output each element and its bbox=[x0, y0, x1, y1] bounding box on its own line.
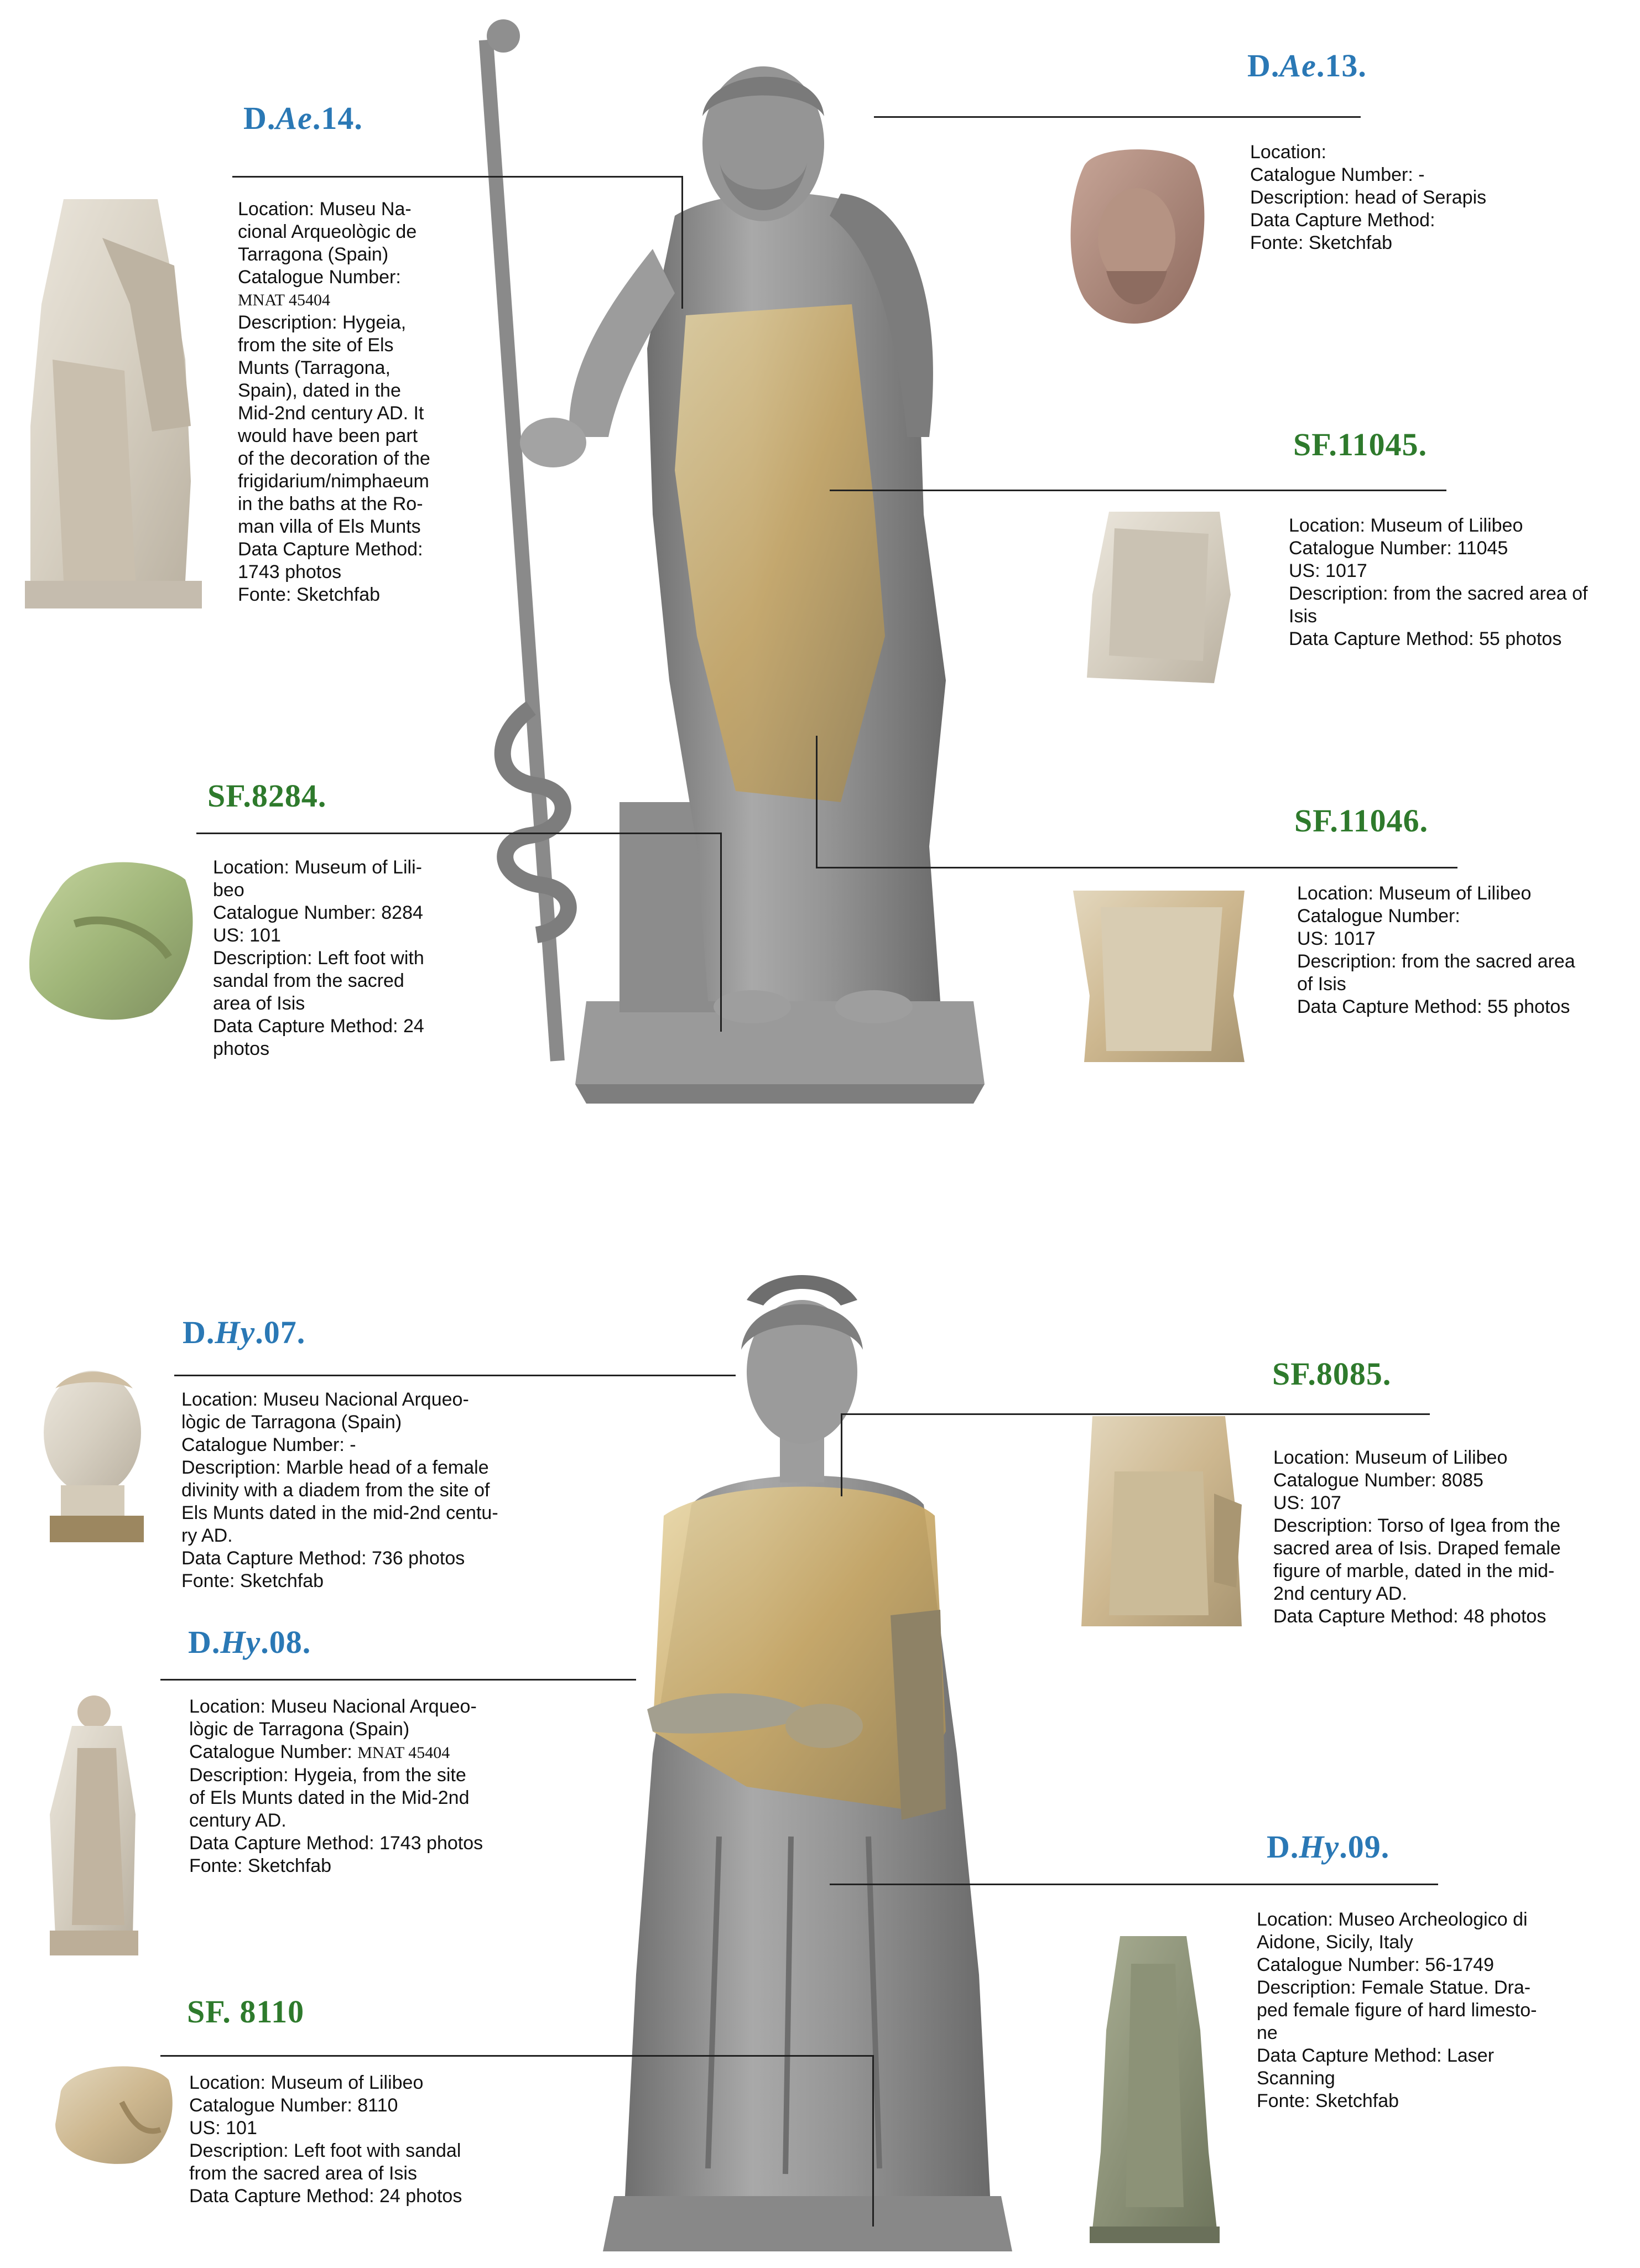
entry-info-d-hy-09 bbox=[1257, 1908, 1611, 2113]
entry-description: Description: Torso of Igea from the sacred area of Isis. Draped female figure of marble, dated in the mid- 2nd century AD. bbox=[1273, 1515, 1561, 1604]
entry-capture-method: Data Capture Method: 24 photos bbox=[189, 2186, 462, 2207]
entry-capture-method: Data Capture Method: 24 photos bbox=[213, 1016, 424, 1059]
entry-capture-method: Data Capture Method: Laser Scanning bbox=[1257, 2045, 1495, 2089]
artifact-thumbnail-d-hy-07 bbox=[39, 1366, 147, 1543]
entry-info-sf-11045 bbox=[1289, 514, 1632, 651]
entry-catalogue-number: Catalogue Number: - bbox=[181, 1434, 356, 1455]
entry-description: Description: from the sacred area of Isis bbox=[1297, 951, 1575, 995]
entry-catalogue-number: Catalogue Number: 8284 bbox=[213, 902, 423, 923]
entry-title-sf-8085: SF.8085. bbox=[1272, 1356, 1392, 1392]
leader-line bbox=[874, 116, 1361, 118]
entry-title-d-hy-08: D.Hy.08. bbox=[188, 1624, 311, 1660]
artifact-thumbnail-sf-8085 bbox=[1070, 1405, 1247, 1637]
entry-location: Location: Museum of Lilibeo bbox=[1297, 883, 1532, 904]
entry-location: Location: Museu Na- cional Arqueològic de Tarragona (Spain) bbox=[238, 199, 417, 265]
entry-source: Fonte: Sketchfab bbox=[1250, 232, 1393, 253]
entry-title-sf-11045: SF.11045. bbox=[1293, 426, 1428, 462]
entry-location: Location: Museo Archeologico di Aidone, Sicily, Italy bbox=[1257, 1909, 1528, 1953]
entry-title-d-ae-14: D.Ae.14. bbox=[243, 100, 363, 136]
artifact-thumbnail-sf-8110 bbox=[50, 2058, 177, 2168]
artifact-thumbnail-sf-8284 bbox=[25, 846, 202, 1026]
artifact-thumbnail-sf-11045 bbox=[1081, 506, 1236, 686]
entry-info-sf-8110 bbox=[189, 2072, 532, 2208]
entry-capture-method: Data Capture Method: 736 photos bbox=[181, 1548, 465, 1569]
entry-info-sf-8085 bbox=[1273, 1447, 1622, 1628]
leader-line bbox=[160, 1679, 636, 1681]
artifact-thumbnail-d-hy-09 bbox=[1081, 1920, 1225, 2246]
entry-catalogue-number: Catalogue Number: 8110 bbox=[189, 2095, 398, 2116]
entry-info-d-ae-13 bbox=[1250, 141, 1610, 254]
artifact-thumbnail-d-ae-14 bbox=[19, 194, 202, 614]
entry-catalogue-row bbox=[189, 1741, 554, 1764]
entry-description: Description: Left foot with sandal from the sacred area of Isis bbox=[189, 2140, 461, 2184]
entry-source: Fonte: Sketchfab bbox=[189, 1855, 332, 1876]
entry-location: Location: Museu Nacional Arqueo- lògic de Tarragona (Spain) bbox=[189, 1696, 477, 1740]
entry-capture-method: Data Capture Method: 55 photos bbox=[1297, 996, 1570, 1017]
entry-description: Description: from the sacred area of Isis bbox=[1289, 583, 1588, 627]
entry-location: Location: Museu Nacional Arqueo- lògic de Tarragona (Spain) bbox=[181, 1389, 469, 1433]
entry-location: Location: Museum of Lilibeo bbox=[1273, 1447, 1508, 1468]
entry-us: US: 101 bbox=[213, 925, 281, 946]
entry-catalogue-label: Catalogue Number: bbox=[189, 1741, 358, 1762]
entry-catalogue-label: Catalogue Number: bbox=[238, 267, 401, 288]
artifact-thumbnail-d-ae-13 bbox=[1062, 144, 1211, 332]
leader-line bbox=[681, 176, 683, 309]
entry-capture-method: Data Capture Method: 1743 photos bbox=[189, 1833, 483, 1854]
entry-title-sf-8284: SF.8284. bbox=[207, 778, 327, 814]
entry-info-sf-11046 bbox=[1297, 882, 1629, 1018]
entry-location: Location: Museum of Lilibeo bbox=[1289, 515, 1523, 536]
entry-capture-method: Data Capture Method: 48 photos bbox=[1273, 1606, 1547, 1627]
leader-line bbox=[830, 1884, 1438, 1885]
entry-description: Description: Female Statue. Dra- ped female figure of hard limesto- ne bbox=[1257, 1977, 1537, 2043]
entry-info-d-hy-08 bbox=[189, 1695, 554, 1877]
entry-info-d-ae-14 bbox=[238, 198, 459, 606]
artifact-thumbnail-sf-11046 bbox=[1068, 885, 1250, 1068]
entry-info-sf-8284 bbox=[213, 856, 456, 1060]
entry-location: Location: Museum of Lili- beo bbox=[213, 857, 422, 901]
entry-us: US: 1017 bbox=[1297, 928, 1376, 949]
leader-line bbox=[720, 833, 722, 1032]
entry-catalogue-number: Catalogue Number: - bbox=[1250, 164, 1425, 185]
leader-line bbox=[841, 1413, 842, 1496]
entry-description: Description: Hygeia, from the site of Els Munts dated in the Mid-2nd century AD. bbox=[189, 1765, 470, 1831]
hygeia-3d-model bbox=[581, 1256, 1034, 2262]
entry-catalogue-number: Catalogue Number: 8085 bbox=[1273, 1470, 1483, 1491]
entry-us: US: 107 bbox=[1273, 1492, 1341, 1513]
entry-location: Location: Museum of Lilibeo bbox=[189, 2072, 424, 2093]
entry-title-d-hy-07: D.Hy.07. bbox=[183, 1314, 306, 1350]
entry-source: Fonte: Sketchfab bbox=[238, 584, 381, 605]
entry-us: US: 101 bbox=[189, 2118, 257, 2139]
entry-catalogue-number: Catalogue Number: 56-1749 bbox=[1257, 1954, 1495, 1975]
entry-title-sf-11046: SF.11046. bbox=[1294, 803, 1429, 839]
leader-line bbox=[816, 867, 1457, 868]
leader-line bbox=[830, 490, 1446, 491]
entry-capture-method: Data Capture Method: 1743 photos bbox=[238, 539, 423, 582]
entry-catalogue-number: Catalogue Number: bbox=[1297, 906, 1460, 927]
leader-line bbox=[174, 1375, 736, 1376]
entry-title-sf-8110: SF. 8110 bbox=[187, 1994, 305, 2030]
entry-title-d-ae-13: D.Ae.13. bbox=[1247, 48, 1367, 84]
entry-description: Description: head of Serapis bbox=[1250, 187, 1487, 208]
leader-line bbox=[160, 2055, 874, 2057]
asclepius-3d-model bbox=[487, 17, 1029, 1112]
entry-catalogue-number: Catalogue Number: 11045 bbox=[1289, 538, 1508, 559]
entry-location: Location: bbox=[1250, 142, 1326, 163]
entry-catalogue-number: MNAT 45404 bbox=[357, 1744, 450, 1762]
leader-line bbox=[196, 833, 722, 834]
artifact-thumbnail-d-hy-08 bbox=[33, 1693, 155, 1958]
entry-title-d-hy-09: D.Hy.09. bbox=[1267, 1829, 1390, 1865]
entry-description: Description: Left foot with sandal from the sacred area of Isis bbox=[213, 948, 424, 1014]
leader-line bbox=[816, 736, 818, 868]
entry-capture-method: Data Capture Method: bbox=[1250, 210, 1435, 231]
entry-description: Description: Hygeia, from the site of Els Munts (Tarragona, Spain), dated in the Mid-2nd century AD. It would have been part of the decoration of the frigidarium/nimphaeum in the baths at the Ro- man villa of Els Munts bbox=[238, 312, 430, 537]
entry-us: US: 1017 bbox=[1289, 560, 1367, 581]
leader-line bbox=[872, 2055, 874, 2227]
entry-info-d-hy-07 bbox=[181, 1388, 558, 1593]
entry-description: Description: Marble head of a female divinity with a diadem from the site of Els Munts dated in the mid-2nd centu- ry AD. bbox=[181, 1457, 498, 1546]
entry-capture-method: Data Capture Method: 55 photos bbox=[1289, 628, 1562, 649]
leader-line bbox=[232, 176, 683, 178]
entry-source: Fonte: Sketchfab bbox=[181, 1570, 324, 1591]
entry-catalogue-number: MNAT 45404 bbox=[238, 291, 330, 309]
entry-source: Fonte: Sketchfab bbox=[1257, 2090, 1399, 2111]
